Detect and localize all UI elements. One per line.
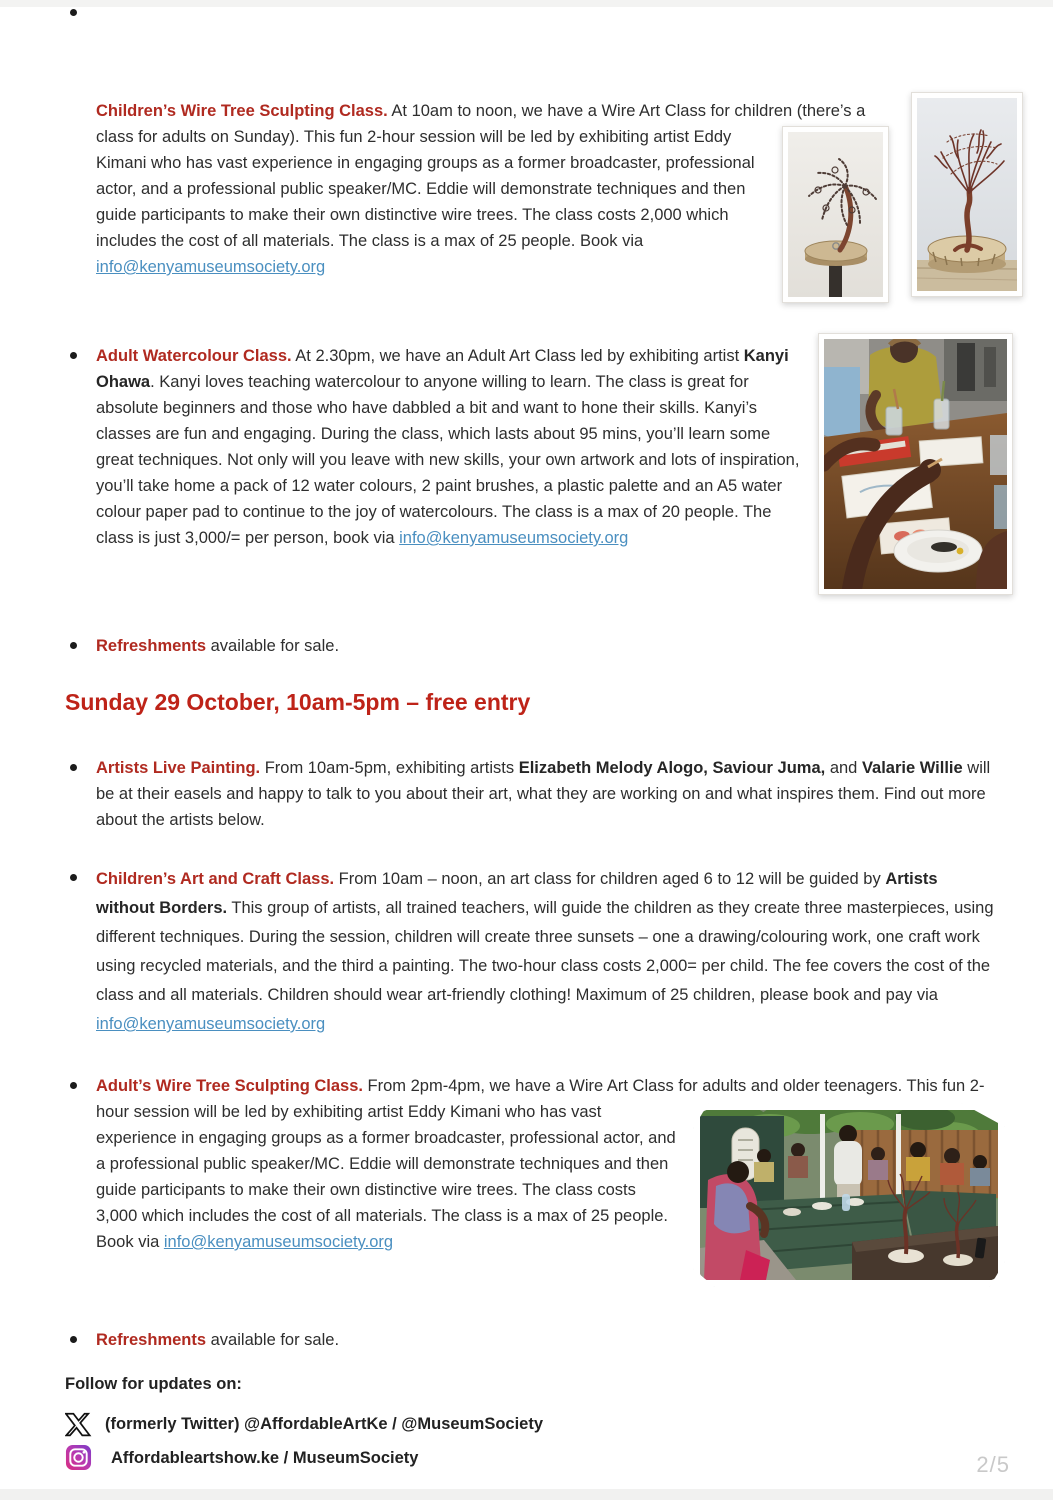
artist-name: Valarie Willie	[861, 759, 963, 777]
list-item-live-painting	[65, 755, 995, 833]
email-link[interactable]: info@kenyamuseumsociety.org	[96, 258, 326, 276]
list-item-refreshments	[65, 1327, 995, 1353]
class-description: will be at their easels and happy to talk to you about their art, what they are working on and what inspires them. Find out more about the artists below.	[96, 759, 991, 829]
email-link[interactable]: info@kenyamuseumsociety.org	[399, 529, 629, 547]
watercolour-class-photo	[818, 333, 1013, 595]
email-link[interactable]: info@kenyamuseumsociety.org	[163, 1233, 394, 1251]
class-description: At 10am to noon, we have a Wire Art Class for children	[387, 102, 797, 120]
class-description: teenagers. This fun 2-hour session will be led by exhibiting artist Eddy Kimani who has vast experience in engaging groups as a former broadcaster, professional actor, and a professional public speaker/MC. Eddie will demonstrate techniques and then guide participants to make their own distinctive wire trees. The class costs 3,000 which includes the cost of all materials. The class is a max of 25 people. Book via	[96, 1077, 985, 1251]
bullet-marker	[70, 1082, 77, 1089]
class-description: . Kanyi loves teaching watercolour to anyone willing to learn. The class is great for absolute beginners and those who have dabbled a bit and want to hone their skills. Kanyi’s classes are fun and engaging. During the class, which lasts about 95 mins, you’ll learn some great techniques. Not only will you leave with new skills, your own artwork and lots of inspiration, you’ll take home a pack of 12 water colours, 2 paint brushes, a plastic palette and an A5 water colour paper pad to continue to the joy of watercolours. The class is a max of 20 people. The class is just 3,000/= per person, book via	[96, 373, 800, 547]
instagram-icon[interactable]	[65, 1444, 92, 1471]
class-description: At 2.30pm, we have an Adult Art Class led by exhibiting artist	[291, 347, 744, 365]
bullet-marker	[70, 352, 77, 359]
section-heading-sunday: Sunday 29 October, 10am-5pm – free entry	[65, 689, 531, 715]
class-description: From 10am-5pm, exhibiting artists	[260, 759, 519, 777]
artist-names: Elizabeth Melody Alogo, Saviour Juma,	[518, 759, 826, 777]
list-item-adult-wire-class	[65, 1073, 995, 1295]
page-number: 2/5	[976, 1452, 1010, 1477]
x-icon[interactable]	[65, 1411, 92, 1437]
social-row-instagram[interactable]	[65, 1444, 995, 1471]
list-item-children-art-craft	[65, 865, 995, 1039]
wire-palm-photo	[782, 126, 889, 303]
artist-name: Kanyi Ohawa	[96, 347, 789, 391]
class-description: From 2pm-4pm, we have a Wire Art Class for adults and older	[362, 1077, 825, 1095]
bullet-marker	[70, 1336, 77, 1343]
refreshments-text: available for sale.	[206, 637, 340, 655]
follow-heading: Follow for updates on:	[65, 1375, 242, 1393]
class-title: Adult Watercolour Class.	[96, 347, 292, 365]
class-description: (there’s a class for adults on Sunday). This fun 2-hour session will be led by exhibiting artist Eddy Kimani who has vast experience in engaging groups as a former broadcaster, professional actor, and a professional public speaker/MC. Eddie will demonstrate techniques and then guide participants to make their own distinctive wire trees. The class costs 2,000 which includes the cost of all materials. The class is a max of 25 people. Book via	[96, 102, 866, 250]
class-description: and	[825, 759, 862, 777]
bullet-marker	[70, 874, 77, 881]
social-handle-x[interactable]: (formerly Twitter) @AffordableArtKe / @MuseumSociety	[105, 1415, 544, 1433]
class-title: Artists Live Painting.	[96, 759, 261, 777]
bullet-marker	[70, 642, 77, 649]
class-title: Children’s Art and Craft Class.	[96, 870, 335, 888]
class-description: From 10am – noon, an art class for children aged 6 to 12 will be guided by	[334, 870, 886, 888]
class-description: This group of artists, all trained teachers, will guide the children as they create three masterpieces, using different techniques. During the session, children will create three sunsets – one a drawing/colouring work, one craft work using recycled materials, and the third a painting. The two-hour class costs 2,000= per child. The fee covers the cost of the class and all materials. Children should wear art-friendly clothing! Maximum of 25 children, please book and pay via	[96, 899, 994, 1004]
refreshments-label: Refreshments	[96, 637, 207, 655]
refreshments-label: Refreshments	[96, 1331, 207, 1349]
social-handle-instagram[interactable]: Affordableartshow.ke / MuseumSociety	[111, 1448, 419, 1467]
page-edge-bottom	[0, 1489, 1053, 1500]
group-name: Artists without Borders.	[96, 870, 938, 917]
wire-tree-photo	[911, 92, 1023, 297]
list-item-refreshments	[65, 633, 995, 659]
wire-class-photo	[693, 1103, 1005, 1287]
social-row-x[interactable]	[65, 1411, 995, 1437]
list-item-adult-watercolour	[65, 343, 995, 603]
class-title: Children’s Wire Tree Sculpting Class.	[96, 102, 388, 120]
refreshments-text: available for sale.	[206, 1331, 340, 1349]
list-item-children-wire-class	[65, 0, 995, 311]
bullet-marker	[70, 764, 77, 771]
email-link[interactable]: info@kenyamuseumsociety.org	[96, 1015, 326, 1033]
bullet-marker	[70, 9, 77, 16]
class-title: Adult’s Wire Tree Sculpting Class.	[96, 1077, 363, 1095]
